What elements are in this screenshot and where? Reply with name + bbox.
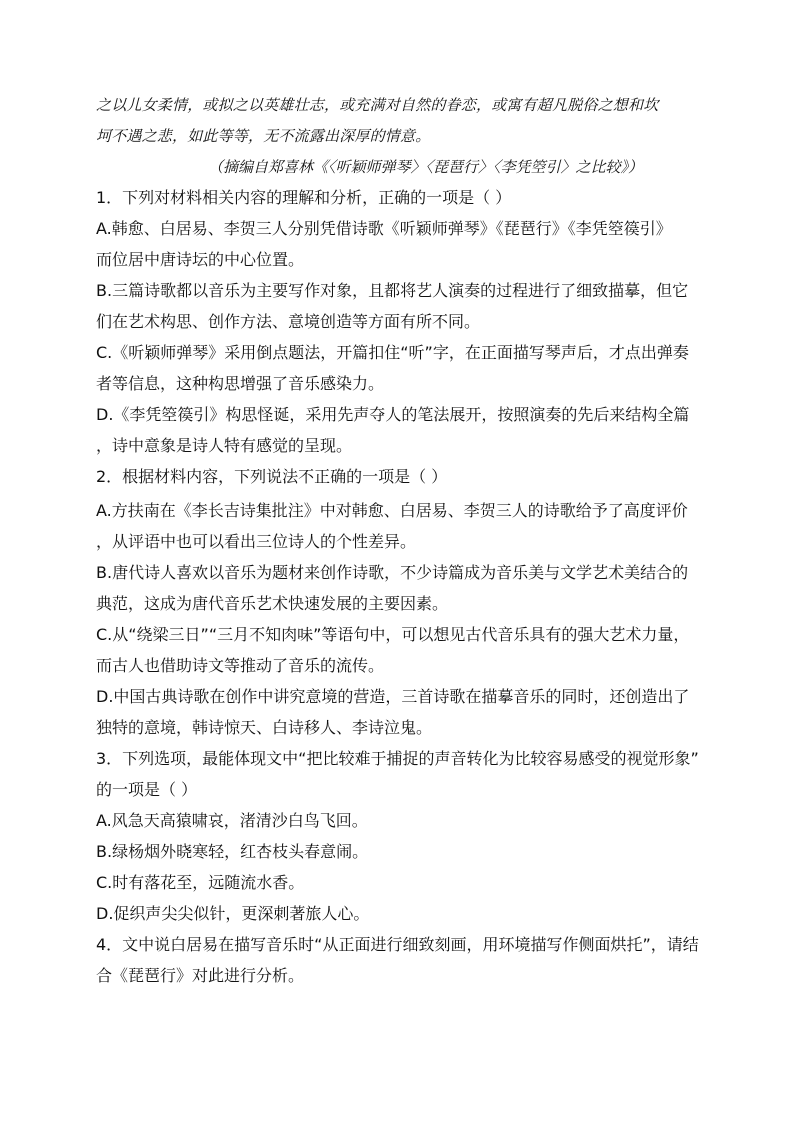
passage-source: （摘编自郑喜林《〈听颖师弹琴〉〈琵琶行〉〈李凭箜引〉之比较》）: [208, 158, 644, 176]
question-2-option-b-cont: 典范，这成为唐代音乐艺术快速发展的主要因素。: [96, 594, 449, 613]
passage-line-1: 之以儿女柔情，或拟之以英雄壮志，或充满对自然的眷恋，或寓有超凡脱俗之想和坎: [96, 96, 659, 114]
question-1-option-a: A.韩愈、白居易、李贺三人分别凭借诗歌《听颖师弹琴》《琵琶行》《李凭箜篌引》: [96, 219, 672, 238]
question-3-option-c: C.时有落花至，远随流水香。: [96, 873, 305, 892]
question-1-stem: 1．下列对材料相关内容的理解和分析，正确的一项是（ ）: [96, 188, 512, 207]
passage-line-2: 坷不遇之悲，如此等等，无不流露出深厚的情意。: [96, 127, 431, 145]
question-1-option-b: B.三篇诗歌都以音乐为主要写作对象，且都将艺人演奏的过程进行了细致描摹，但它: [96, 281, 689, 300]
question-3-stem: 3．下列选项，最能体现文中“把比较难于捕捉的声音转化为比较容易感受的视觉形象”: [96, 749, 699, 768]
question-3-stem-cont: 的一项是（ ）: [96, 780, 198, 799]
question-1-option-c-cont: 者等信息，这种构思增强了音乐感染力。: [96, 374, 385, 393]
question-2-option-c: C.从“绕梁三日”“三月不知肉味”等语句中，可以想见古代音乐具有的强大艺术力量，: [96, 625, 690, 644]
question-2-option-d-cont: 独特的意境，韩诗惊天、白诗移人、李诗泣鬼。: [96, 718, 433, 737]
question-1-option-a-cont: 而位居中唐诗坛的中心位置。: [96, 250, 305, 269]
question-4-stem-cont: 合《琵琶行》对此进行分析。: [96, 966, 305, 985]
question-2-stem: 2．根据材料内容，下列说法不正确的一项是（ ）: [96, 467, 448, 486]
question-3-option-a: A.风急天高猿啸哀，渚清沙白鸟飞回。: [96, 811, 368, 830]
question-2-option-a: A.方扶南在《李长吉诗集批注》中对韩愈、白居易、李贺三人的诗歌给予了高度评价: [96, 501, 688, 520]
question-2-option-a-cont: ，从评语中也可以看出三位诗人的个性差异。: [96, 532, 417, 551]
question-2-option-c-cont: 而古人也借助诗文等推动了音乐的流传。: [96, 656, 385, 675]
question-3-option-d: D.促织声尖尖似针，更深刺著旅人心。: [96, 904, 370, 923]
question-1-option-b-cont: 们在艺术构思、创作方法、意境创造等方面有所不同。: [96, 312, 481, 331]
question-4-stem: 4．文中说白居易在描写音乐时“从正面进行细致刻画，用环境描写作侧面烘托”，请结: [96, 935, 699, 954]
question-1-option-c: C.《听颖师弹琴》采用倒点题法，开篇扣住“听”字，在正面描写琴声后，才点出弹奏: [96, 343, 689, 362]
question-2-option-b: B.唐代诗人喜欢以音乐为题材来创作诗歌，不少诗篇成为音乐美与文学艺术美结合的: [96, 563, 689, 582]
question-1-option-d: D.《李凭箜篌引》构思怪诞，采用先声夺人的笔法展开，按照演奏的先后来结构全篇: [96, 405, 690, 424]
question-3-option-b: B.绿杨烟外晓寒轻，红杏枝头春意闹。: [96, 842, 369, 861]
question-2-option-d: D.中国古典诗歌在创作中讲究意境的营造，三首诗歌在描摹音乐的同时，还创造出了: [96, 687, 690, 706]
question-1-option-d-cont: ，诗中意象是诗人特有感觉的呈现。: [96, 436, 353, 455]
